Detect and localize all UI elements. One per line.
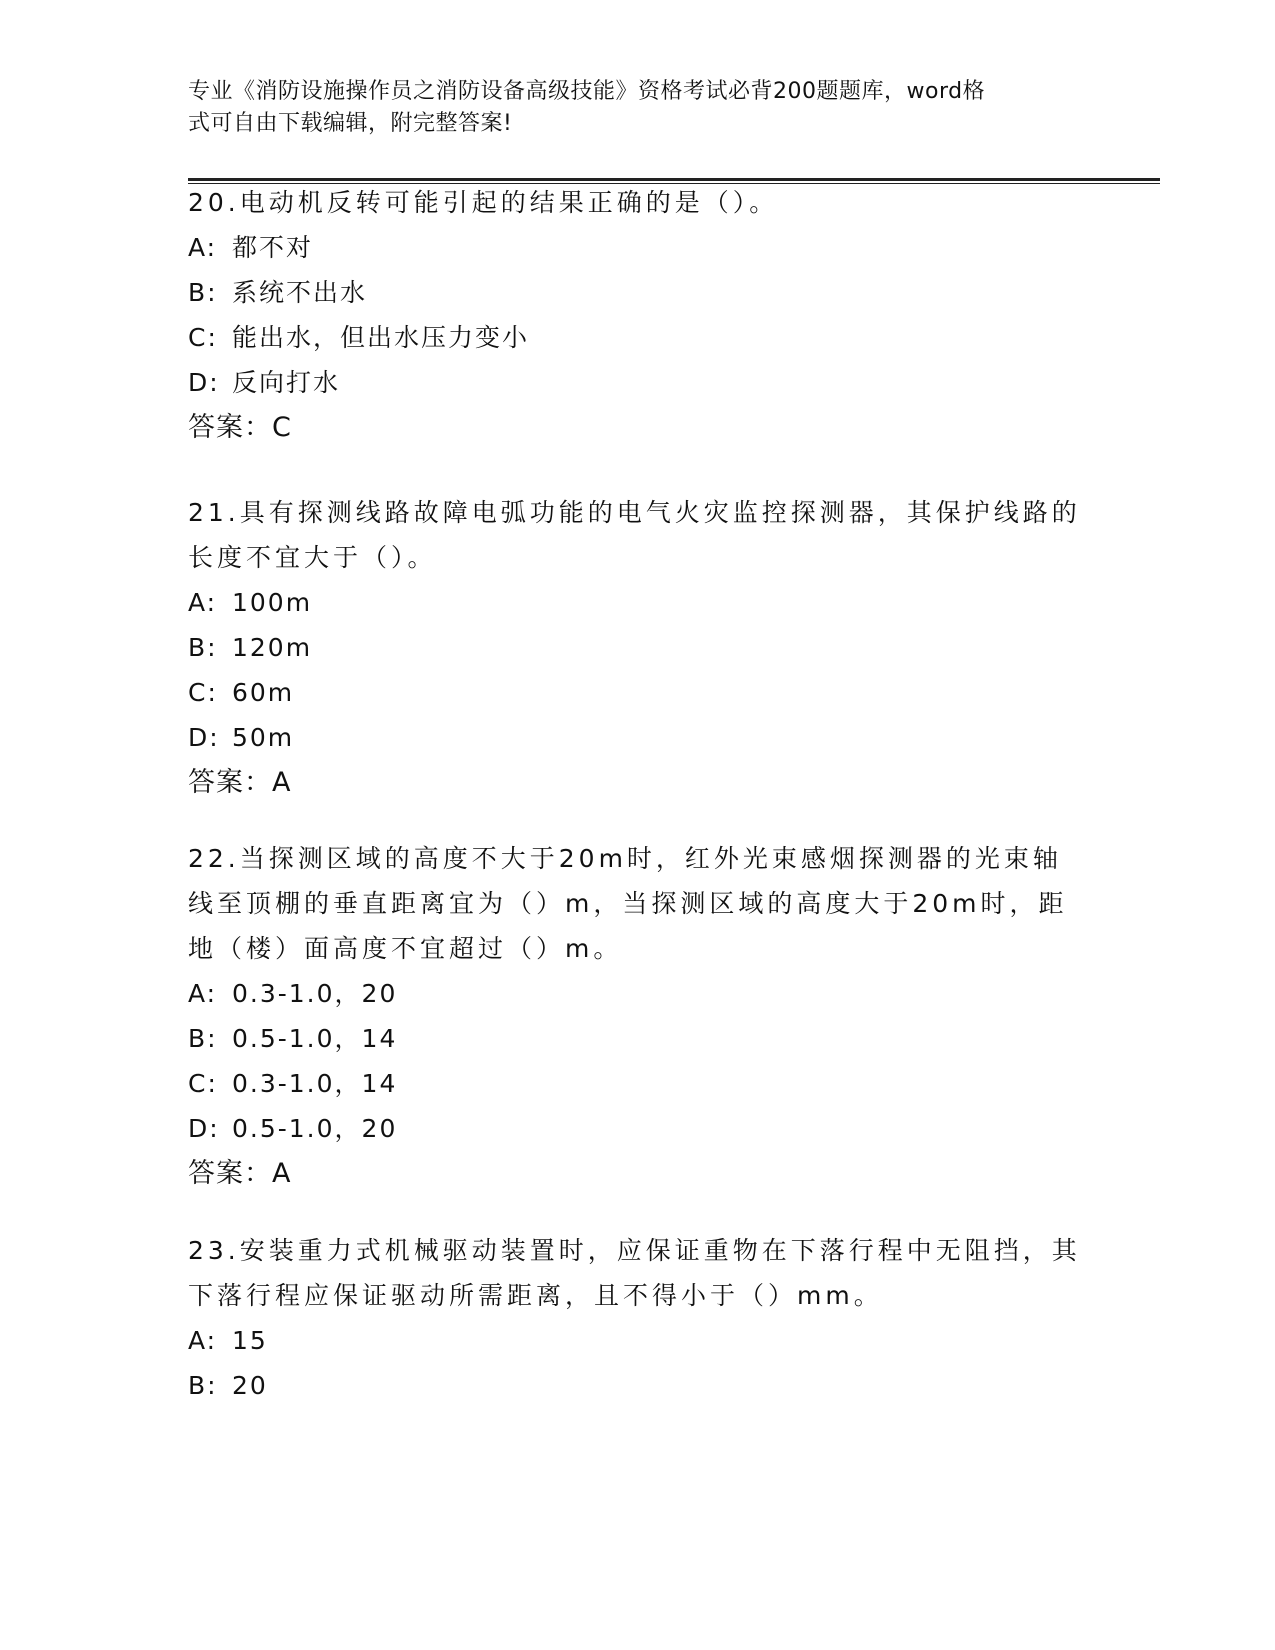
answer: 答案：C <box>188 412 292 443</box>
option-a <box>188 971 1088 1016</box>
header-line-1: 专业《消防设施操作员之消防设备高级技能》资格考试必背200题题库，word格 <box>188 79 986 104</box>
option-text: 反向打水 <box>232 368 341 397</box>
option-letter: B: <box>188 1024 218 1053</box>
question-23 <box>188 1228 1088 1408</box>
question-22 <box>188 836 1088 1196</box>
option-text: 系统不出水 <box>232 278 368 307</box>
option-a <box>188 1318 1088 1363</box>
option-letter: C: <box>188 1069 218 1098</box>
option-letter: D: <box>188 723 220 752</box>
option-a <box>188 225 1088 270</box>
document-header <box>188 76 1088 140</box>
option-letter: B: <box>188 1371 218 1400</box>
option-letter: A: <box>188 1326 218 1355</box>
question-text: 21.具有探测线路故障电弧功能的电气火灾监控探测器，其保护线路的长度不宜大于（）。 <box>188 498 1081 572</box>
question-text: 22.当探测区域的高度不大于20m时，红外光束感烟探测器的光束轴线至顶棚的垂直距离宜为（）m，当探测区域的高度大于20m时，距地（楼）面高度不宜超过（）m。 <box>188 844 1068 963</box>
option-text: 0.3-1.0，14 <box>232 1069 398 1098</box>
option-letter: C: <box>188 678 218 707</box>
option-text: 15 <box>232 1326 268 1355</box>
option-text: 120m <box>232 633 313 662</box>
answer: 答案：A <box>188 767 292 798</box>
header-line-2: 式可自由下载编辑，附完整答案! <box>188 111 513 136</box>
option-b <box>188 270 1088 315</box>
option-d <box>188 715 1088 760</box>
option-text: 0.3-1.0，20 <box>232 979 398 1008</box>
option-d <box>188 360 1088 405</box>
option-c <box>188 670 1088 715</box>
option-letter: A: <box>188 979 218 1008</box>
option-text: 能出水，但出水压力变小 <box>232 323 530 352</box>
option-text: 50m <box>232 723 295 752</box>
option-letter: D: <box>188 1114 220 1143</box>
option-letter: D: <box>188 368 220 397</box>
option-b <box>188 1016 1088 1061</box>
option-c <box>188 315 1088 360</box>
option-letter: B: <box>188 633 218 662</box>
option-text: 0.5-1.0，20 <box>232 1114 398 1143</box>
option-b <box>188 1363 1088 1408</box>
option-text: 都不对 <box>232 233 314 262</box>
question-21 <box>188 490 1088 805</box>
option-text: 0.5-1.0，14 <box>232 1024 398 1053</box>
option-letter: B: <box>188 278 218 307</box>
option-d <box>188 1106 1088 1151</box>
option-text: 60m <box>232 678 295 707</box>
question-text: 23.安装重力式机械驱动装置时，应保证重物在下落行程中无阻挡，其下落行程应保证驱动所需距离，且不得小于（）mm。 <box>188 1236 1081 1310</box>
question-20 <box>188 180 1088 450</box>
option-letter: A: <box>188 233 218 262</box>
option-text: 100m <box>232 588 313 617</box>
option-b <box>188 625 1088 670</box>
question-text: 20.电动机反转可能引起的结果正确的是（）。 <box>188 188 779 217</box>
option-a <box>188 580 1088 625</box>
option-letter: C: <box>188 323 218 352</box>
answer: 答案：A <box>188 1158 292 1189</box>
option-letter: A: <box>188 588 218 617</box>
option-c <box>188 1061 1088 1106</box>
option-text: 20 <box>232 1371 268 1400</box>
